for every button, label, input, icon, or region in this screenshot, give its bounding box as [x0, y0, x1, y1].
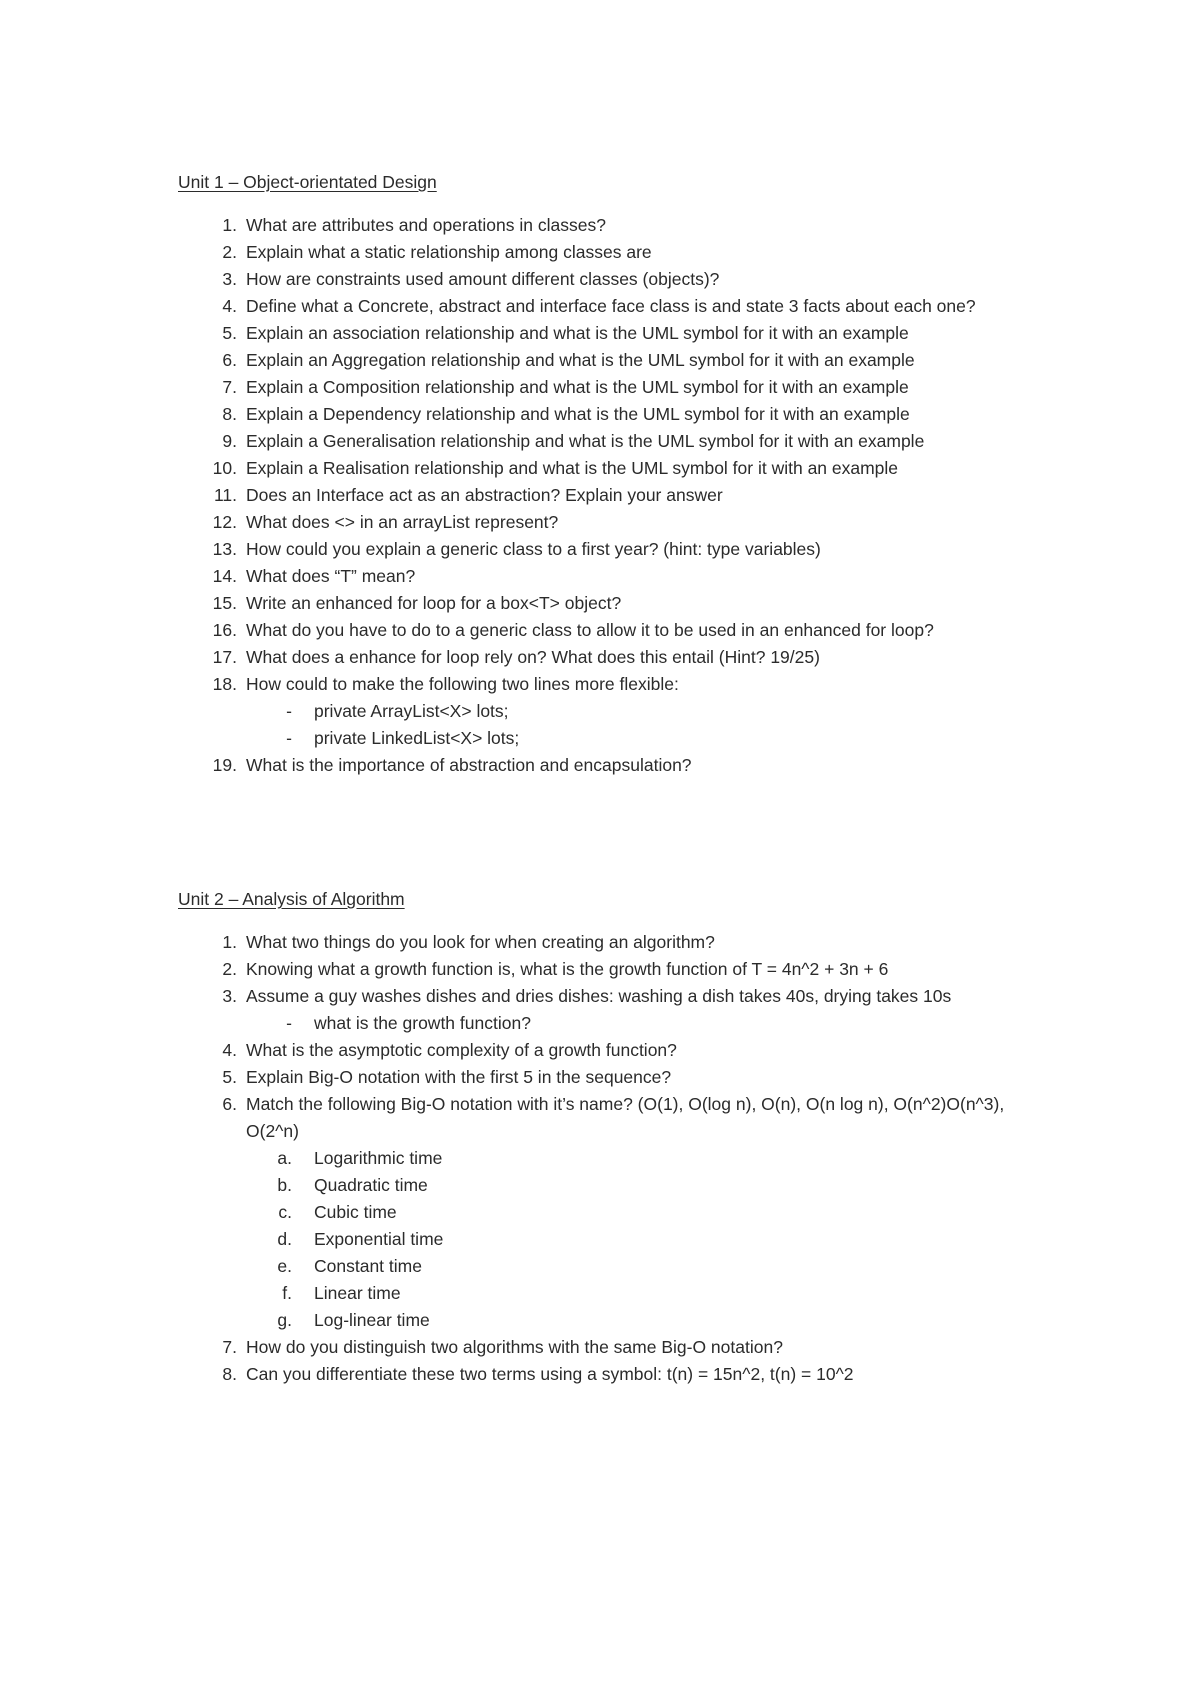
question-item — [178, 239, 1098, 266]
question-18-sublist-wrapper — [178, 698, 1098, 752]
question-item — [178, 1037, 1098, 1064]
question-text: Can you differentiate these two terms using a symbol: t(n) = 15n^2, t(n) = 10^2 — [246, 1364, 854, 1384]
sub-item — [178, 1172, 1098, 1199]
question-18-sublist — [178, 698, 1098, 752]
question-number: 15. — [212, 593, 237, 613]
question-text: Explain a Generalisation relationship and what is the UML symbol for it with an example — [246, 431, 925, 451]
question-number: 13. — [212, 539, 237, 559]
question-number: 3. — [222, 986, 237, 1006]
question-text: What does a enhance for loop rely on? What does this entail (Hint? 19/25) — [246, 647, 820, 667]
question-item — [178, 590, 1098, 617]
sub-item — [178, 1010, 1098, 1037]
question-text: How do you distinguish two algorithms with the same Big-O notation? — [246, 1337, 783, 1357]
question-text: How could you explain a generic class to a first year? (hint: type variables) — [246, 539, 821, 559]
sub-item — [178, 1280, 1098, 1307]
question-number: 5. — [222, 323, 237, 343]
sub-item-marker: e. — [277, 1256, 292, 1276]
question-text: What two things do you look for when creating an algorithm? — [246, 932, 715, 952]
question-text: What are attributes and operations in classes? — [246, 215, 606, 235]
sub-item — [178, 1226, 1098, 1253]
sub-item-marker: - — [286, 701, 292, 721]
question-3-sublist — [178, 1010, 1098, 1037]
question-number: 2. — [222, 959, 237, 979]
question-item — [178, 956, 1098, 983]
question-number: 6. — [222, 350, 237, 370]
unit-2-question-list — [178, 929, 1098, 1388]
question-number: 1. — [222, 932, 237, 952]
question-number: 10. — [212, 458, 237, 478]
sub-item-text: private ArrayList<X> lots; — [314, 701, 509, 721]
question-item — [178, 983, 1098, 1010]
sub-item-text: Quadratic time — [314, 1175, 428, 1195]
sub-item — [178, 1253, 1098, 1280]
question-text: What does <> in an arrayList represent? — [246, 512, 559, 532]
question-number: 1. — [222, 215, 237, 235]
question-text: Explain what a static relationship among classes are — [246, 242, 652, 262]
sub-item — [178, 1307, 1098, 1334]
unit-1-title: Unit 1 – Object-orientated Design — [178, 172, 437, 192]
question-item — [178, 428, 1098, 455]
question-number: 2. — [222, 242, 237, 262]
question-text: Explain a Dependency relationship and what is the UML symbol for it with an example — [246, 404, 910, 424]
question-number: 16. — [212, 620, 237, 640]
question-item — [178, 644, 1098, 671]
question-text: Explain Big-O notation with the first 5 in the sequence? — [246, 1067, 672, 1087]
question-text: What is the asymptotic complexity of a growth function? — [246, 1040, 677, 1060]
question-number: 17. — [212, 647, 237, 667]
sub-item-text: Log-linear time — [314, 1310, 430, 1330]
question-3-sublist-wrapper — [178, 1010, 1098, 1037]
question-item — [178, 509, 1098, 536]
question-number: 4. — [222, 1040, 237, 1060]
sub-item-text: Exponential time — [314, 1229, 444, 1249]
question-item — [178, 374, 1098, 401]
question-6-sublist — [178, 1145, 1098, 1334]
question-item — [178, 752, 1098, 779]
unit-2-title: Unit 2 – Analysis of Algorithm — [178, 889, 405, 909]
question-item — [178, 212, 1098, 239]
question-item — [178, 266, 1098, 293]
sub-item-text: Logarithmic time — [314, 1148, 443, 1168]
question-item — [178, 536, 1098, 563]
sub-item-text: Linear time — [314, 1283, 401, 1303]
question-number: 14. — [212, 566, 237, 586]
question-number: 6. — [222, 1094, 237, 1114]
question-text: Explain a Composition relationship and what is the UML symbol for it with an example — [246, 377, 909, 397]
question-number: 18. — [212, 674, 237, 694]
sub-item-text: Cubic time — [314, 1202, 397, 1222]
question-item — [178, 1064, 1098, 1091]
question-item — [178, 563, 1098, 590]
sub-item — [178, 725, 1098, 752]
question-number: 5. — [222, 1067, 237, 1087]
question-text: Explain an Aggregation relationship and what is the UML symbol for it with an example — [246, 350, 915, 370]
sub-item-marker: g. — [277, 1310, 292, 1330]
question-item — [178, 929, 1098, 956]
question-number: 19. — [212, 755, 237, 775]
question-number: 8. — [222, 1364, 237, 1384]
sub-item-text: what is the growth function? — [314, 1013, 531, 1033]
sub-item — [178, 1199, 1098, 1226]
sub-item-text: private LinkedList<X> lots; — [314, 728, 520, 748]
question-item — [178, 1361, 1098, 1388]
question-item — [178, 320, 1098, 347]
question-item — [178, 1091, 1098, 1145]
question-text: Explain an association relationship and what is the UML symbol for it with an example — [246, 323, 909, 343]
unit-1-question-list — [178, 212, 1098, 779]
question-item — [178, 482, 1098, 509]
sub-item — [178, 698, 1098, 725]
question-item — [178, 617, 1098, 644]
question-text: Define what a Concrete, abstract and interface face class is and state 3 facts about each one? — [246, 296, 976, 316]
question-item — [178, 347, 1098, 374]
sub-item — [178, 1145, 1098, 1172]
question-item — [178, 455, 1098, 482]
question-text: Write an enhanced for loop for a box<T> object? — [246, 593, 622, 613]
unit-2-section — [178, 887, 1098, 1388]
question-text: What do you have to do to a generic class to allow it to be used in an enhanced for loop? — [246, 620, 934, 640]
question-number: 12. — [212, 512, 237, 532]
sub-item-marker: d. — [277, 1229, 292, 1249]
sub-item-marker: a. — [277, 1148, 292, 1168]
question-text: What is the importance of abstraction and encapsulation? — [246, 755, 692, 775]
question-text: How are constraints used amount different classes (objects)? — [246, 269, 720, 289]
question-number: 4. — [222, 296, 237, 316]
unit-1-section — [178, 170, 1098, 779]
sub-item-marker: - — [286, 1013, 292, 1033]
sub-item-marker: b. — [277, 1175, 292, 1195]
sub-item-marker: f. — [282, 1283, 292, 1303]
question-text: Match the following Big-O notation with it’s name? (O(1), O(log n), O(n), O(n log n), O(n^2)O(n^3), O(2^n) — [246, 1094, 1005, 1141]
sub-item-text: Constant time — [314, 1256, 422, 1276]
question-item — [178, 293, 1098, 320]
question-number: 7. — [222, 377, 237, 397]
sub-item-marker: c. — [278, 1202, 292, 1222]
sub-item-marker: - — [286, 728, 292, 748]
question-number: 11. — [213, 485, 237, 505]
question-text: Explain a Realisation relationship and what is the UML symbol for it with an example — [246, 458, 899, 478]
question-number: 9. — [222, 431, 237, 451]
question-6-sublist-wrapper — [178, 1145, 1098, 1334]
question-item — [178, 671, 1098, 698]
question-text: Assume a guy washes dishes and dries dishes: washing a dish takes 40s, drying takes 10s — [246, 986, 952, 1006]
question-number: 8. — [222, 404, 237, 424]
question-text: How could to make the following two lines more flexible: — [246, 674, 679, 694]
question-text: Does an Interface act as an abstraction? Explain your answer — [246, 485, 723, 505]
question-number: 3. — [222, 269, 237, 289]
question-number: 7. — [222, 1337, 237, 1357]
question-item — [178, 1334, 1098, 1361]
question-text: What does “T” mean? — [246, 566, 416, 586]
question-item — [178, 401, 1098, 428]
question-text: Knowing what a growth function is, what is the growth function of T = 4n^2 + 3n + 6 — [246, 959, 889, 979]
